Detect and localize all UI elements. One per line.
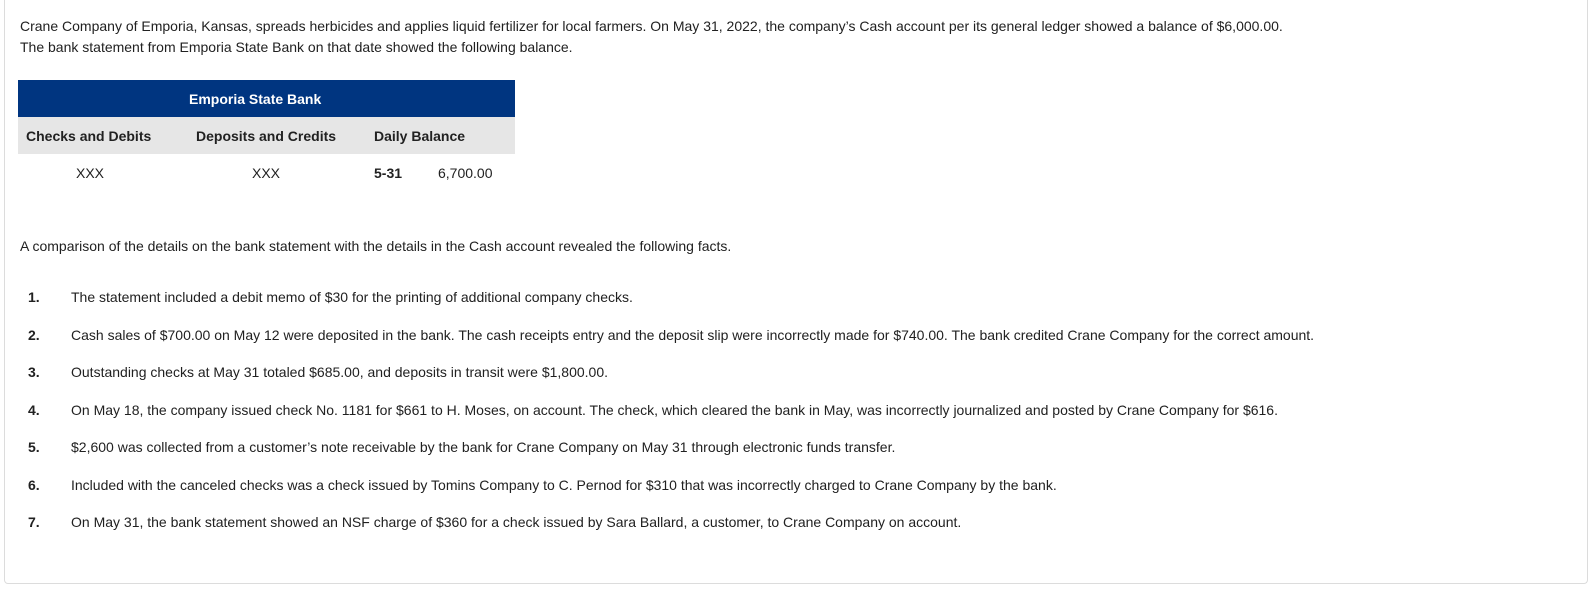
cell-deposits-credits: XXX: [252, 165, 281, 181]
fact-number: 1.: [28, 289, 40, 305]
bank-title: [18, 80, 515, 117]
list-item: [20, 286, 1314, 324]
fact-text: Outstanding checks at May 31 totaled $685.00, and deposits in transit were $1,800.00.: [71, 364, 609, 380]
facts-list: [20, 286, 1314, 549]
column-header-row: [18, 117, 515, 154]
header-daily-balance: Daily Balance: [366, 117, 515, 154]
balance-date: 5-31: [374, 165, 403, 181]
fact-number: 3.: [28, 364, 40, 380]
list-item: [20, 324, 1314, 362]
header-checks-debits: Checks and Debits: [18, 117, 188, 154]
list-item: [20, 399, 1314, 437]
bank-statement-table: [18, 80, 515, 192]
fact-text: On May 18, the company issued check No. 1181 for $661 to H. Moses, on account. The check, which cleared the bank in May, was incorrectly journalized and posted by Crane Company for $616.: [71, 401, 1278, 418]
cell-daily-balance: [366, 154, 515, 192]
fact-text: Included with the canceled checks was a check issued by Tomins Company to C. Pernod for $310 that was incorrectly charged to Crane Company by the bank.: [71, 476, 1057, 493]
cell-checks-debits: XXX: [76, 165, 105, 181]
fact-text: $2,600 was collected from a customer’s note receivable by the bank for Crane Company on May 31 through electronic funds transfer.: [71, 439, 896, 455]
fact-text: The statement included a debit memo of $30 for the printing of additional company checks.: [71, 289, 633, 305]
fact-text: On May 31, the bank statement showed an NSF charge of $360 for a check issued by Sara Ballard, a customer, to Crane Company on account.: [71, 514, 962, 530]
list-item: [20, 436, 1314, 474]
comparison-text: A comparison of the details on the bank statement with the details in the Cash account revealed the following facts.: [20, 238, 732, 254]
balance-amount: 6,700.00: [438, 165, 493, 181]
table-row: [18, 154, 515, 192]
intro-line-1: Crane Company of Emporia, Kansas, spreads herbicides and applies liquid fertilizer for local farmers. On May 31, 2022, the company’s Cash account per its general ledger showed a balance of $6,000.00.: [20, 18, 1283, 34]
fact-text: Cash sales of $700.00 on May 12 were deposited in the bank. The cash receipts entry and the deposit slip were incorrectly made for $740.00. The bank credited Crane Company for the correct amount.: [71, 326, 1315, 343]
fact-number: 5.: [28, 439, 40, 455]
fact-number: 7.: [28, 514, 40, 530]
list-item: [20, 474, 1314, 512]
bank-title-row: [18, 80, 515, 117]
fact-number: 4.: [28, 401, 40, 418]
fact-number: 2.: [28, 326, 40, 343]
header-deposits-credits: Deposits and Credits: [188, 117, 366, 154]
list-item: [20, 361, 1314, 399]
fact-number: 6.: [28, 476, 40, 493]
list-item: [20, 511, 1314, 549]
intro-line-2: The bank statement from Emporia State Bank on that date showed the following balance.: [20, 39, 573, 55]
intro-text: [20, 16, 1520, 58]
bank-title-label: Emporia State Bank: [189, 90, 322, 107]
